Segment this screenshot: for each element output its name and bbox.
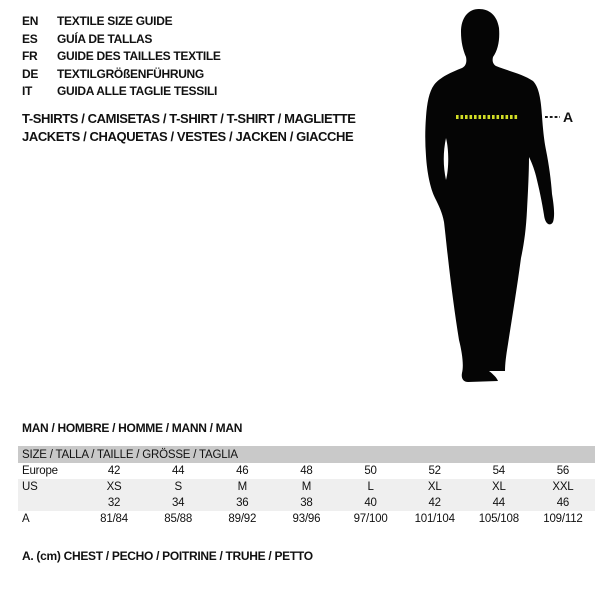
size-table-header-row	[18, 446, 595, 463]
size-cell: 105/108	[478, 513, 519, 525]
language-code: EN	[22, 14, 39, 28]
size-cell: 97/100	[353, 513, 388, 525]
size-cell: 46	[531, 495, 595, 511]
measurement-a-label: A	[563, 109, 574, 125]
size-table-header: SIZE / TALLA / TAILLE / GRÖSSE / TAGLIA	[18, 446, 595, 463]
size-table-row	[18, 511, 595, 527]
size-cell: M	[274, 479, 338, 495]
size-cell: 48	[300, 465, 313, 477]
size-row-label	[18, 495, 82, 511]
category-line: T-SHIRTS / CAMISETAS / T-SHIRT / T-SHIRT / MAGLIETTE	[22, 111, 356, 126]
size-cell: XXL	[531, 479, 595, 495]
language-code: ES	[22, 31, 38, 46]
size-cell: 54	[492, 465, 506, 477]
language-code: IT	[22, 84, 33, 98]
size-cell: 44	[467, 495, 531, 511]
size-cell: 89/92	[228, 513, 257, 525]
measurement-footnote: A. (cm) CHEST / PECHO / POITRINE / TRUHE / PETTO	[22, 549, 313, 563]
language-code: FR	[22, 49, 38, 63]
size-cell: M	[210, 479, 274, 495]
language-label: TEXTILE SIZE GUIDE	[57, 14, 173, 28]
section-title: MAN / HOMBRE / HOMME / MANN / MAN	[22, 421, 243, 435]
size-table-row	[18, 463, 595, 479]
size-row-label: Europe	[22, 465, 58, 477]
size-cell: 81/84	[100, 513, 128, 525]
size-cell: 85/88	[164, 513, 193, 525]
size-cell: 93/96	[292, 513, 321, 525]
size-cell: 40	[339, 495, 403, 511]
language-label: GUIDE DES TAILLES TEXTILE	[57, 49, 221, 63]
language-label: GUÍA DE TALLAS	[57, 31, 153, 46]
size-cell: 42	[403, 495, 467, 511]
size-cell: 34	[146, 495, 210, 511]
size-cell: 44	[171, 465, 185, 477]
size-cell: 46	[236, 465, 249, 477]
size-cell: XS	[82, 479, 146, 495]
size-cell: S	[146, 479, 210, 495]
size-table-body	[18, 463, 595, 527]
size-table-row	[18, 495, 595, 511]
size-cell: 42	[107, 465, 121, 477]
size-cell: 38	[274, 495, 338, 511]
language-code: DE	[22, 66, 39, 81]
size-cell: 52	[428, 465, 441, 477]
size-cell: 32	[82, 495, 146, 511]
language-label: TEXTILGRÖßENFÜHRUNG	[57, 66, 204, 81]
size-row-label: A	[22, 513, 30, 525]
size-cell: 50	[364, 465, 377, 477]
size-cell: 36	[210, 495, 274, 511]
language-label: GUIDA ALLE TAGLIE TESSILI	[57, 84, 218, 98]
man-silhouette	[425, 9, 554, 382]
size-cell: 101/104	[414, 513, 455, 525]
size-cell: 109/112	[543, 513, 583, 525]
size-cell: XL	[467, 479, 531, 495]
size-cell: L	[339, 479, 403, 495]
size-table-row	[18, 479, 595, 495]
size-table	[18, 446, 595, 527]
size-cell: XL	[403, 479, 467, 495]
category-line: JACKETS / CHAQUETAS / VESTES / JACKEN / GIACCHE	[22, 129, 354, 144]
size-cell: 56	[556, 465, 570, 477]
size-row-label: US	[18, 479, 82, 495]
